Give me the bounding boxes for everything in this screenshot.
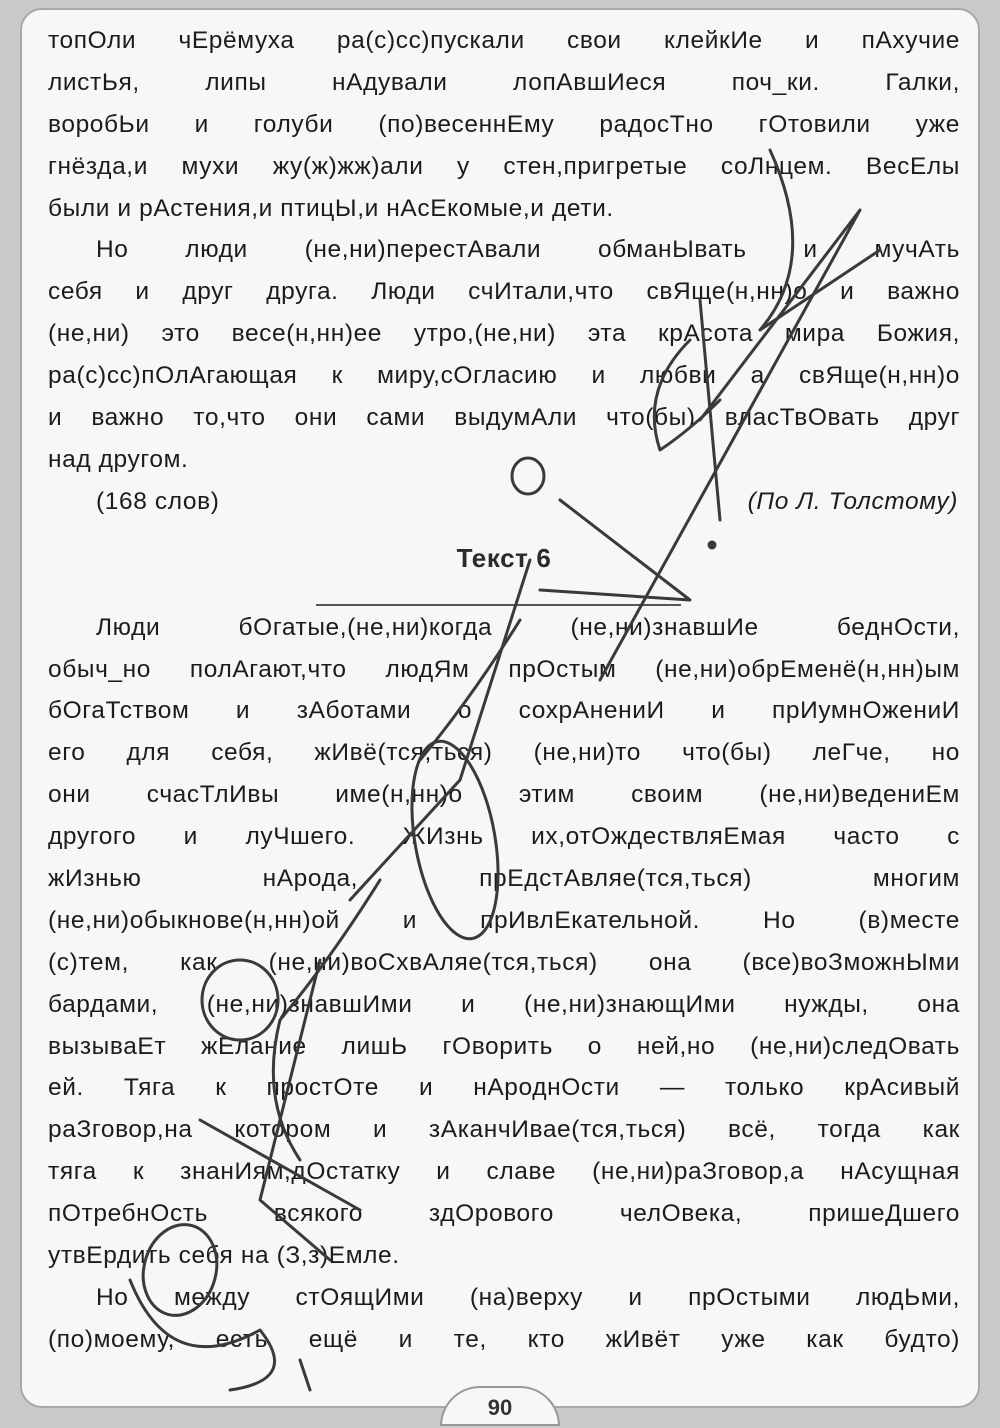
text-line: (по)моему, есть ещё и те, кто жИвёт уже как будто)	[48, 1325, 960, 1353]
text-line: и важно то,что они сами выдумАли что(бы) власТвОвать друг	[48, 404, 960, 432]
text-line: Но люди (не,ни)перестАвали обманЫвать и мучАть	[96, 236, 960, 264]
author-attribution: (По Л. Толстому)	[747, 487, 958, 515]
text-line: Люди бОгатые,(не,ни)когда (не,ни)знавшИе беднОсти,	[96, 613, 960, 641]
text-line: ей. Тяга к простОте и нАроднОсти — только крАсивый	[48, 1074, 960, 1102]
text-line: над другом.	[48, 445, 189, 473]
text6-title: Текст 6	[456, 542, 552, 573]
text-line: его для себя, жИвё(тся,ться) (не,ни)то что(бы) леГче, но	[48, 739, 960, 767]
text-line: тяга к знанИям,дОстатку и славе (не,ни)раЗговор,а нАсущная	[48, 1158, 960, 1186]
text-line: листЬя, липы нАдували лопАвшИеся поч_ки. Галки,	[48, 68, 960, 96]
text-line: бОгаТством и зАботами о сохрАнениИ и прИумнОжениИ	[48, 697, 960, 725]
page-number: 90	[440, 1386, 560, 1426]
text6-paragraph-2	[48, 1277, 960, 1361]
text-line: гнёзда,и мухи жу(ж)жж)али у стен,пригретые соЛнцем. ВесЕлы	[48, 152, 960, 180]
text-line: топОли чЕрёмуха ра(с)сс)пускали свои клейкИе и пАхучие	[48, 27, 960, 54]
text-line: раЗговор,на котором и зАканчИвае(тся,ться) всё, тогда как	[48, 1116, 960, 1144]
text6-paragraph-1	[48, 607, 960, 1277]
text-line: (с)тем, как (не,ни)воСхвАляе(тся,ться) она (все)воЗможнЫми	[48, 948, 960, 976]
text-line: были и рАстения,и птицЫ,и нАсЕкомые,и дети.	[48, 194, 614, 222]
word-count: (168 слов)	[96, 487, 220, 515]
text-line: воробЬи и голуби (по)весеннЕму радосТно гОтовили уже	[48, 110, 960, 138]
text-line: пОтребнОсть всякого здОрового челОвека, пришеДшего	[48, 1200, 960, 1228]
text-line: другого и луЧшего. ЖИзнь их,отОждествляЕмая часто с	[48, 823, 960, 851]
text5-paragraph-2	[48, 229, 960, 480]
text-line: себя и друг друга. Люди счИтали,что свЯще(н,нн)о и важно	[48, 278, 960, 306]
title-underline	[316, 604, 681, 606]
text-line: утвЕрдить себя на (З,з)Емле.	[48, 1242, 400, 1270]
text-line: жИзнью нАрода, прЕдстАвляе(тся,ться) многим	[48, 865, 960, 893]
text-line: обыч_но полАгают,что людЯм прОстым (не,ни)обрЕменё(н,нн)ым	[48, 655, 960, 683]
text5-paragraph-1	[48, 20, 960, 229]
text-line: ра(с)сс)пОлАгающая к миру,сОгласию и любви а свЯще(н,нн)о	[48, 362, 960, 390]
text-line: бардами, (не,ни)знавшИми и (не,ни)знающИми нужды, она	[48, 990, 960, 1018]
text-line: (не,ни)обыкнове(н,нн)ой и прИвлЕкательной. Но (в)месте	[48, 906, 960, 934]
page-content	[48, 20, 960, 1361]
workbook-page	[20, 8, 980, 1408]
text5-footer	[48, 481, 960, 523]
text-line: вызываЕт жЕлание лишЬ гОворить о ней,но (не,ни)следОвать	[48, 1032, 960, 1060]
text-line: Но между стОящИми (на)верху и прОстыми людЬми,	[96, 1283, 960, 1311]
text-line: они счасТлИвы име(н,нн)о этим своим (не,ни)ведениЕм	[48, 781, 960, 809]
text-line: (не,ни) это весе(н,нн)ее утро,(не,ни) эта крАсота мира Божия,	[48, 320, 960, 348]
